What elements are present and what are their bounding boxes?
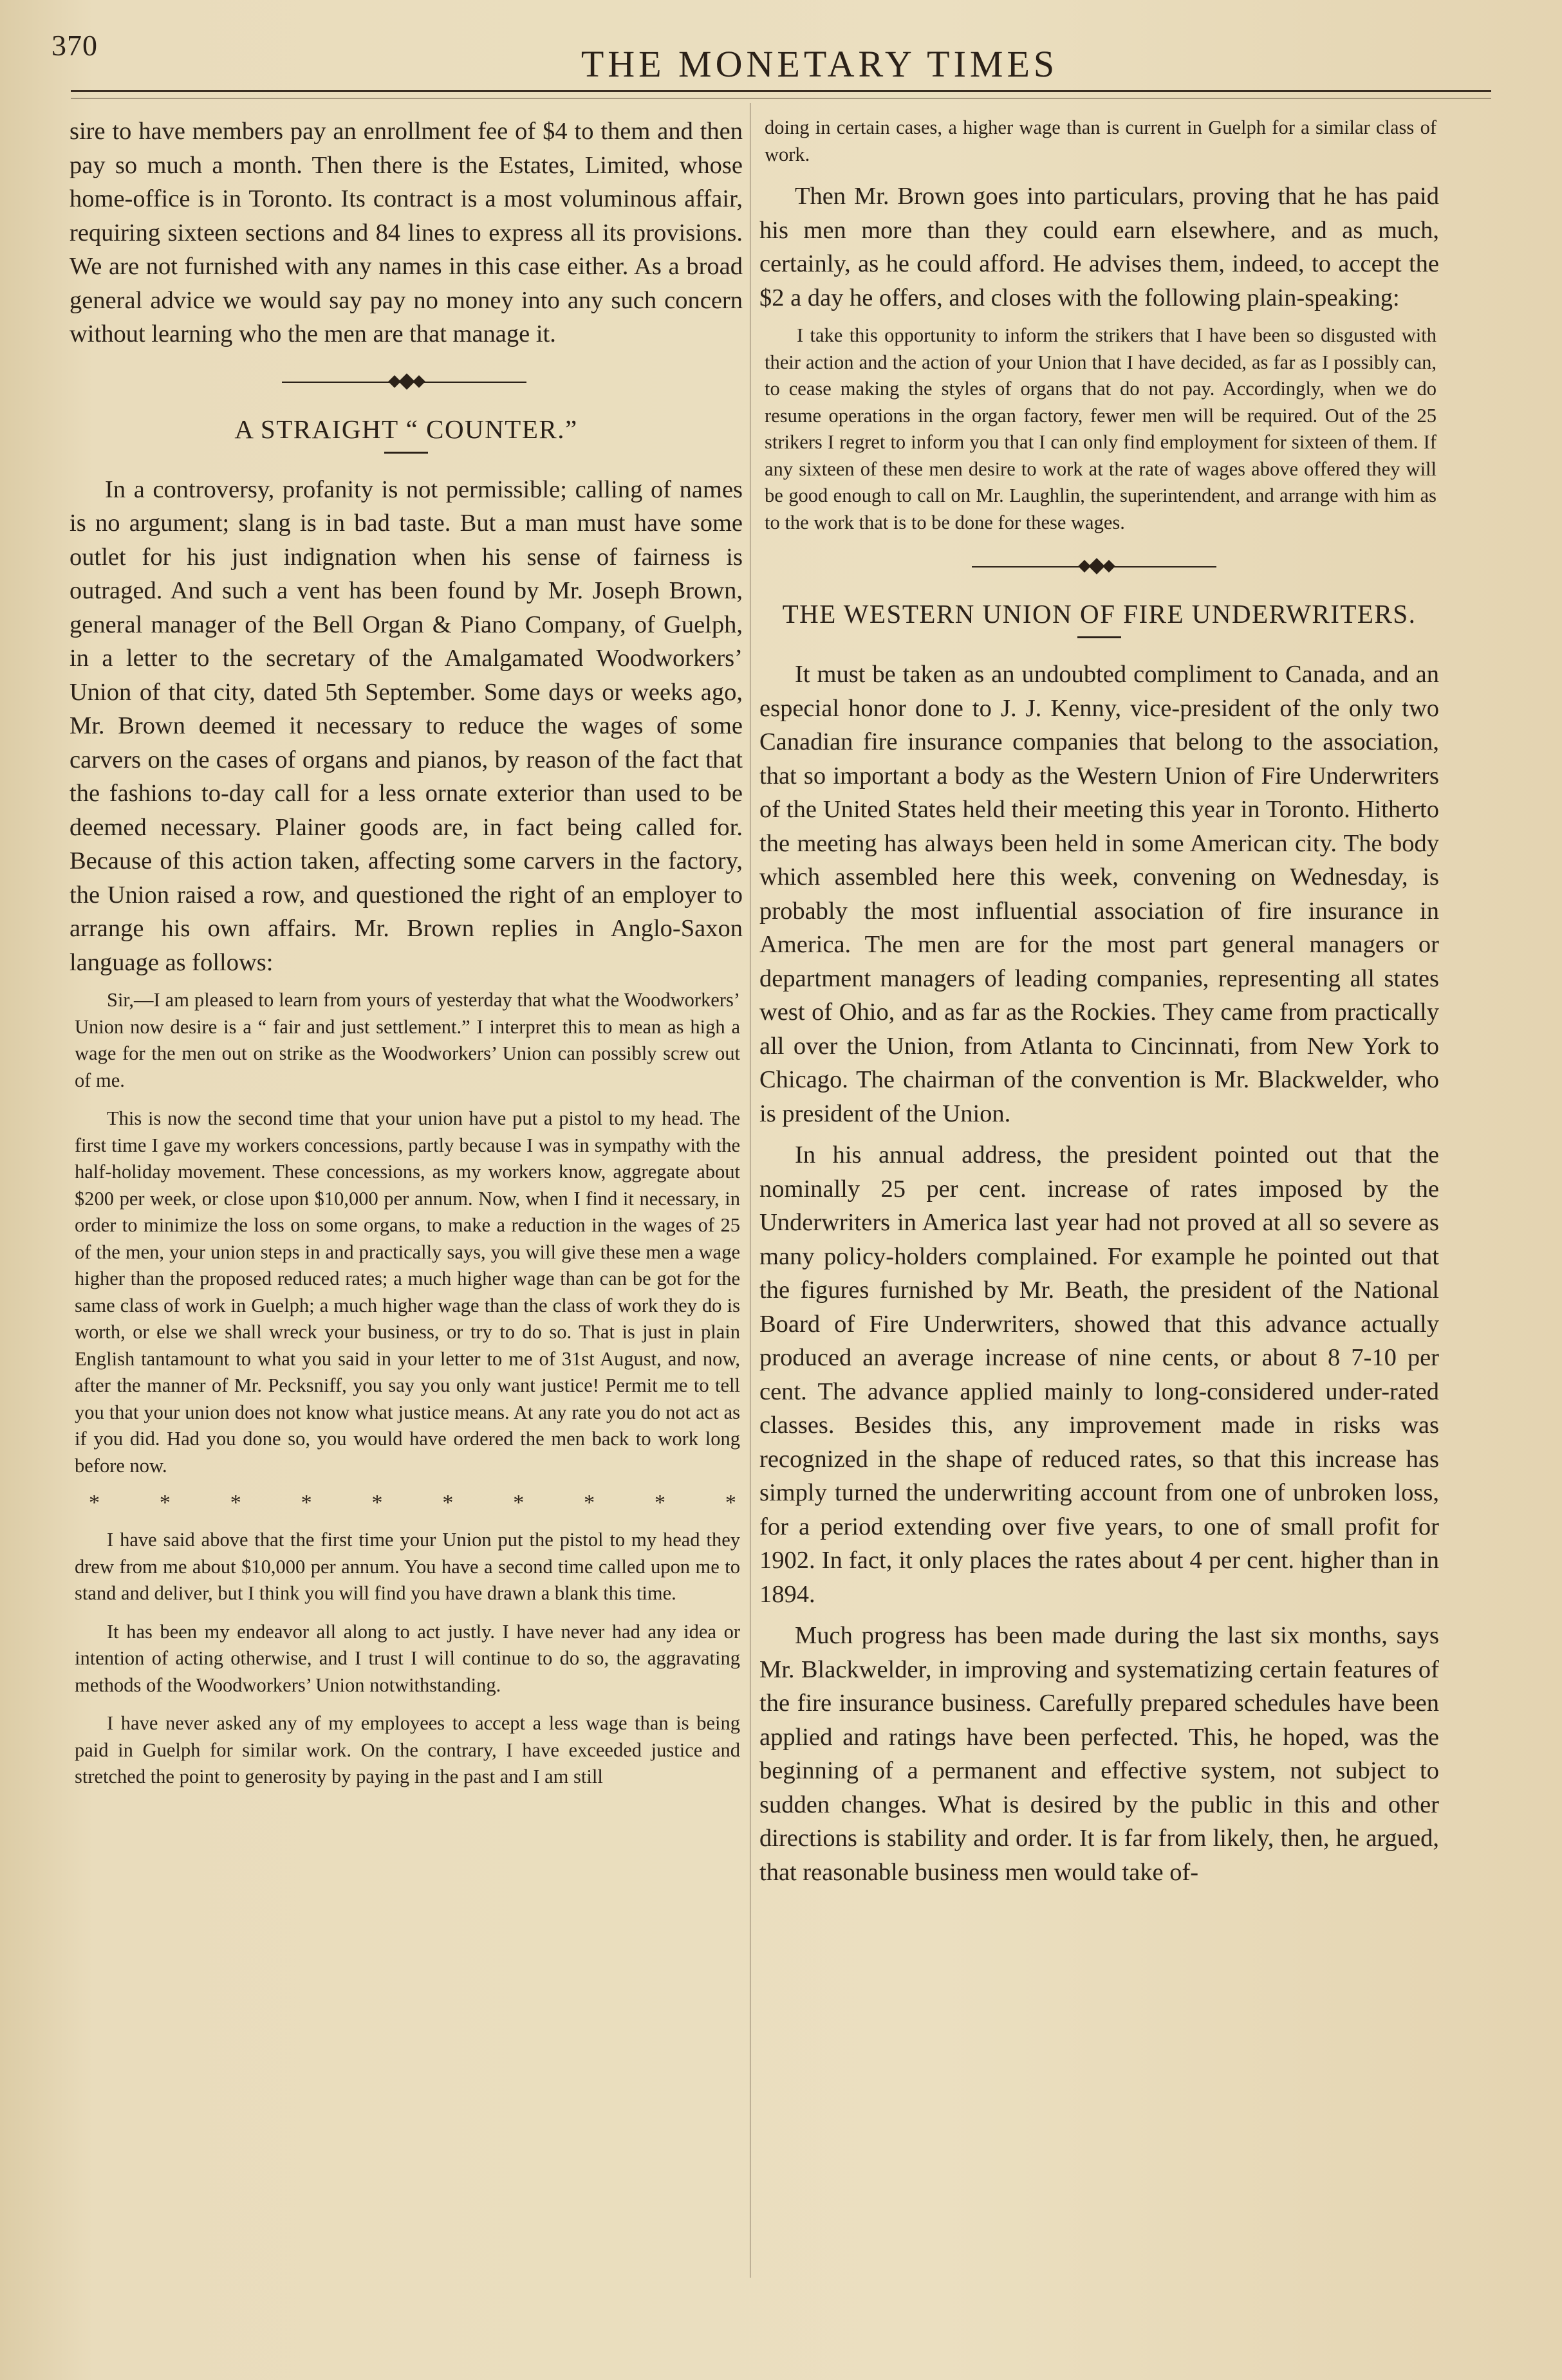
journal-title: THE MONETARY TIMES: [581, 43, 1059, 85]
asterisk-separator: * * * * * * * * * *: [89, 1491, 736, 1515]
section-ornament: [759, 554, 1439, 580]
running-head: [0, 0, 1562, 109]
article-paragraph: Then Mr. Brown goes into particulars, proving that he has paid his men more than they could earn elsewhere, and as much, certainly, as he could afford. He advises them, indeed, to accept the $2 a day he offers, and closes with the following plain-speaking:: [759, 183, 1439, 311]
page-number: 370: [51, 29, 98, 62]
letter-paragraph: I have never asked any of my employees to accept a less wage than is being paid in Guelph for similar work. On the contrary, I have exceeded justice and stretched the point to generosity by paying in the past and I am still: [75, 1712, 740, 1787]
header-rule-thick: [71, 90, 1491, 92]
letter-paragraph: This is now the second time that your union have put a pistol to my head. The first time I gave my workers concessions, partly because I was in sympathy with the half-holiday movement. These concessions, as my workers know, aggregate about $200 per week, or close upon $10,000 per annum. Now, when I find it necessary, in order to minimize the loss on some organs, to make a reduction in the wages of 25 of the men, your union steps in and practically says, you will give these men a wage higher than the proposed reduced rates; a much higher wage than can be got for the same class of work in Guelph; a much higher wage than the class of work they do is worth, or else we shall wreck your business, or try to do so. That is just in plain English tantamount to what you said in your letter to me of 31st August, and now, after the manner of Mr. Pecksniff, you say you only want justice! Permit me to tell you that your union does not know what justice means. At any rate you do not act as if you did. Had you done so, you would have ordered the men back to work long before now.: [75, 1107, 740, 1477]
heading-rule: [384, 452, 428, 454]
letter-paragraph: I have said above that the first time your Union put the pistol to my head they drew from me about $10,000 per annum. You have a second time called upon me to stand and deliver, but I think you will find you have drawn a blank this time.: [75, 1529, 740, 1604]
letter-paragraph: It has been my endeavor all along to act justly. I have never had any idea or intention of acting otherwise, and I trust I will continue to do so, the aggravating methods of the Woodworkers’ Union notwithstanding.: [75, 1620, 740, 1696]
letter-paragraph: I take this opportunity to inform the strikers that I have been so disgusted with their action and the action of your Union that I have decided, as far as I possibly can, to cease making the styles of organs that do not pay. Accordingly, when we do resume operations in the organ factory, fewer men will be required. Out of the 25 strikers I regret to inform you that I can only find employment for sixteen of them. If any sixteen of these men desire to work at the rate of wages above offered they will be good enough to call on Mr. Laughlin, the superintendent, and arrange with him as to the work that is to be done for these wages.: [765, 324, 1436, 533]
article-paragraph: It must be taken as an undoubted compliment to Canada, and an especial honor done to J. J. Kenny, vice-president of the only two Canadian fire insurance companies that belong to the association, that so important a body as the Western Union of Fire Underwriters of the United States held their meeting this year in Toronto. Hitherto the meeting has always been held in some American city. The body which assembled here this week, convening on Wednesday, is probably the most influential association of fire insurance in America. The men are for the most part general managers or department managers of leading companies, representing all states west of Ohio, and as far as the Rockies. They came from practically all over the Union, from Atlanta to Cincinnati, from New York to Chicago. The chairman of the convention is Mr. Blackwelder, who is president of the Union.: [759, 661, 1439, 1127]
article-paragraph: Much progress has been made during the last six months, says Mr. Blackwelder, in improving and systematizing certain features of the fire insurance business. Carefully prepared schedules have been applied and ratings have been perfected. This, he hoped, was the beginning of a permanent and effective system, not subject to sudden changes. What is desired by the public in this and other directions is stability and order. It is far from likely, then, he argued, that reasonable business men would take of-: [759, 1622, 1439, 1886]
letter-paragraph: Sir,—I am pleased to learn from yours of yesterday that what the Woodworkers’ Union now desire is a “ fair and just settlement.” I interpret this to mean as high a wage for the men out on strike as the Woodworkers’ Union can possibly screw out of me.: [75, 989, 740, 1091]
article-paragraph: In a controversy, profanity is not permissible; calling of names is no argument; slang is in bad taste. But a man must have some outlet for his just indignation when his sense of fairness is outraged. And such a vent has been found by Mr. Joseph Brown, general manager of the Bell Organ & Piano Company, of Guelph, in a letter to the secretary of the Amalgamated Woodworkers’ Union of that city, dated 5th September. Some days or weeks ago, Mr. Brown deemed it necessary to reduce the wages of some carvers on the cases of organs and pianos, by reason of the fact that the fashions to-day call for a less ornate exterior than used to be deemed necessary. Plainer goods are, in fact being called for. Because of this action taken, affecting some carvers in the factory, the Union raised a row, and questioned the right of an employer to arrange his own affairs. Mr. Brown replies in Anglo-Saxon language as follows:: [70, 475, 743, 976]
letter-continuation: doing in certain cases, a higher wage than is current in Guelph for a similar class of work.: [765, 116, 1436, 165]
article-heading-straight-counter: A STRAIGHT “ COUNTER.”: [234, 414, 578, 444]
article-paragraph: In his annual address, the president pointed out that the nominally 25 per cent. increase of rates imposed by the Underwriters in America last year had not proved at all so severe as many policy-holders complained. For example he pointed out that the figures furnished by Mr. Beath, the president of the National Board of Fire Underwriters, showed that this advance actually produced an average increase of nine cents, or about 8 7-10 per cent. The advance applied mainly to long-considered under-rated classes. Besides this, any improvement made in risks was recognized in the shape of reduced rates, so that this increase has simply turned the underwriting account from one of unbroken loss, for a period extending over five years, to one of small profit for 1902. In fact, it only places the rates about 4 per cent. higher than in 1894.: [759, 1141, 1439, 1608]
continued-paragraph: sire to have members pay an enrollment fee of $4 to them and then pay so much a month. Then there is the Estates, Limited, whose home-office is in Toronto. Its contract is a most voluminous affair, requiring sixteen sections and 84 lines to express all its provisions. We are not furnished with any names in this case either. As a broad general advice we would say pay no money into any such concern without learning who the men are that manage it.: [70, 118, 743, 347]
article-heading-western-union: THE WESTERN UNION OF FIRE UNDERWRITERS.: [782, 599, 1417, 629]
left-column: [70, 115, 743, 2347]
heading-rule: [1077, 636, 1121, 638]
right-column: [759, 115, 1439, 2347]
section-ornament: [70, 369, 743, 395]
